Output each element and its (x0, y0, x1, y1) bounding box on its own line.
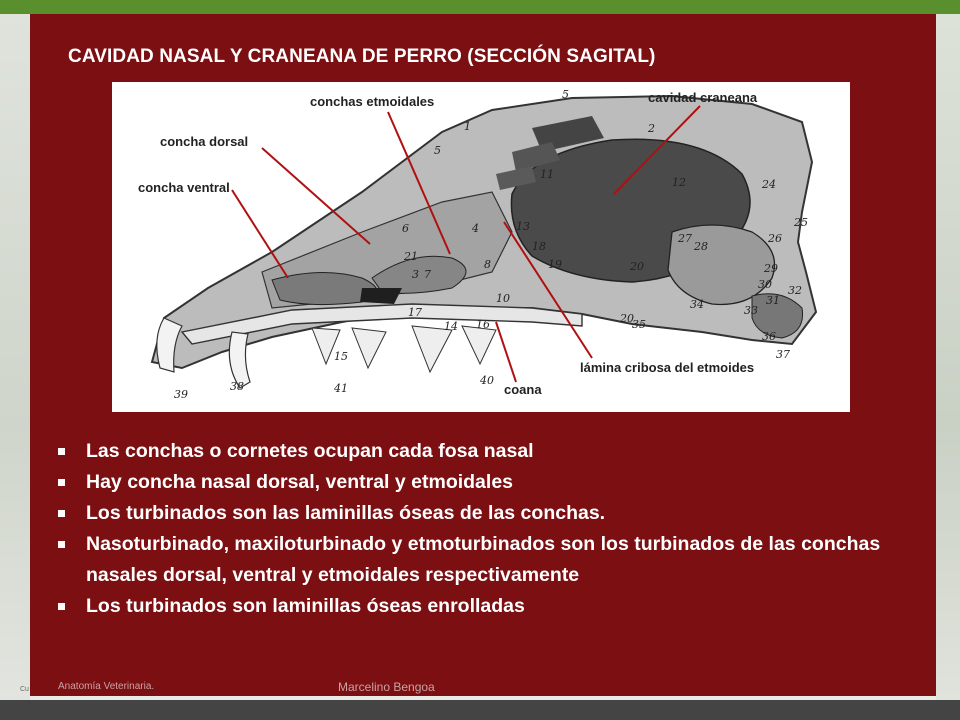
figure-reference-number: 20 (630, 260, 644, 273)
figure-reference-number: 26 (768, 232, 782, 245)
figure-reference-number: 38 (230, 380, 244, 393)
figure-reference-number: 20 (620, 312, 634, 325)
bullet-marker (58, 479, 65, 486)
label-concha-dorsal: concha dorsal (160, 134, 249, 149)
figure-reference-number: 36 (762, 330, 776, 343)
bullet-text: Los turbinados son laminillas óseas enrolladas (86, 595, 525, 617)
figure-reference-number: 1 (464, 120, 471, 133)
figure-reference-number: 10 (496, 292, 510, 305)
bullet-marker (58, 448, 65, 455)
figure-reference-number: 9 (374, 288, 381, 301)
figure-reference-number: 29 (764, 262, 778, 275)
figure-reference-number: 21 (404, 250, 418, 263)
figure-reference-number: 12 (672, 176, 686, 189)
footer-author: Marcelino Bengoa (338, 680, 435, 694)
figure-reference-number: 19 (548, 258, 562, 271)
label-conchas-etmoidales: conchas etmoidales (310, 94, 435, 109)
figure-reference-number: 4 (472, 222, 479, 235)
figure-reference-number: 34 (690, 298, 704, 311)
bullet-item (56, 467, 916, 498)
label-lamina-cribosa: lámina cribosa del etmoides (580, 360, 755, 375)
figure-reference-number: 8 (484, 258, 491, 271)
bullet-text: Las conchas o cornetes ocupan cada fosa nasal (86, 440, 534, 462)
figure-reference-number: 13 (516, 220, 530, 233)
figure-reference-number: 18 (532, 240, 546, 253)
figure-reference-number: 30 (758, 278, 772, 291)
figure-reference-number: 17 (408, 306, 422, 319)
figure-reference-number: 3 (412, 268, 419, 281)
figure-reference-number: 7 (424, 268, 431, 281)
background-left-strip (0, 14, 30, 700)
figure-reference-number: 28 (694, 240, 708, 253)
bullet-marker (58, 541, 65, 548)
figure-reference-number: 2 (648, 122, 655, 135)
figure-reference-number: 6 (402, 222, 409, 235)
figure-reference-number: 39 (174, 388, 188, 401)
figure-reference-number: 37 (776, 348, 790, 361)
figure-reference-number: 11 (540, 168, 554, 181)
bullet-text: Hay concha nasal dorsal, ventral y etmoidales (86, 471, 514, 493)
figure-reference-number: 16 (476, 318, 490, 331)
bullet-marker (58, 510, 65, 517)
bullet-text: Nasoturbinado, maxiloturbinado y etmoturbinados son los turbinados de las conchas nasales dorsal, ventral y etmoidales respectivamente (86, 533, 881, 586)
figure-reference-number: 14 (444, 320, 458, 333)
figure-reference-number: 27 (678, 232, 692, 245)
bullet-item (56, 436, 916, 467)
bullet-item (56, 591, 916, 622)
figure-reference-number: 25 (794, 216, 808, 229)
label-cavidad-craneana: cavidad craneana (648, 90, 758, 105)
figure-reference-number: 31 (766, 294, 780, 307)
bullet-marker (58, 603, 65, 610)
figure-reference-number: 41 (334, 382, 348, 395)
figure-reference-number: 5 (434, 144, 441, 157)
dog-skull-sagittal-figure (112, 82, 850, 412)
label-coana: coana (504, 382, 542, 397)
label-concha-ventral: concha ventral (138, 180, 230, 195)
bullet-list (56, 436, 916, 622)
figure-reference-number: 24 (762, 178, 776, 191)
figure-reference-number: 40 (480, 374, 494, 387)
figure-reference-number: 32 (788, 284, 802, 297)
bullet-item (56, 498, 916, 529)
bullet-item (56, 529, 916, 591)
footer-course: Anatomía Veterinaria. (58, 681, 155, 692)
footer-edge-fragment: Cu (20, 686, 29, 693)
figure-reference-number: 35 (632, 318, 646, 331)
slide-title: CAVIDAD NASAL Y CRANEANA DE PERRO (SECCIÓN SAGITAL) (68, 46, 656, 67)
figure-reference-number: 33 (744, 304, 758, 317)
bullet-text: Los turbinados son las laminillas óseas de las conchas. (86, 502, 606, 524)
background-right-strip (936, 14, 960, 700)
figure-reference-number: 5 (562, 88, 569, 101)
figure-reference-number: 15 (334, 350, 348, 363)
bottom-bar (0, 700, 960, 720)
top-accent-bar (0, 0, 960, 14)
